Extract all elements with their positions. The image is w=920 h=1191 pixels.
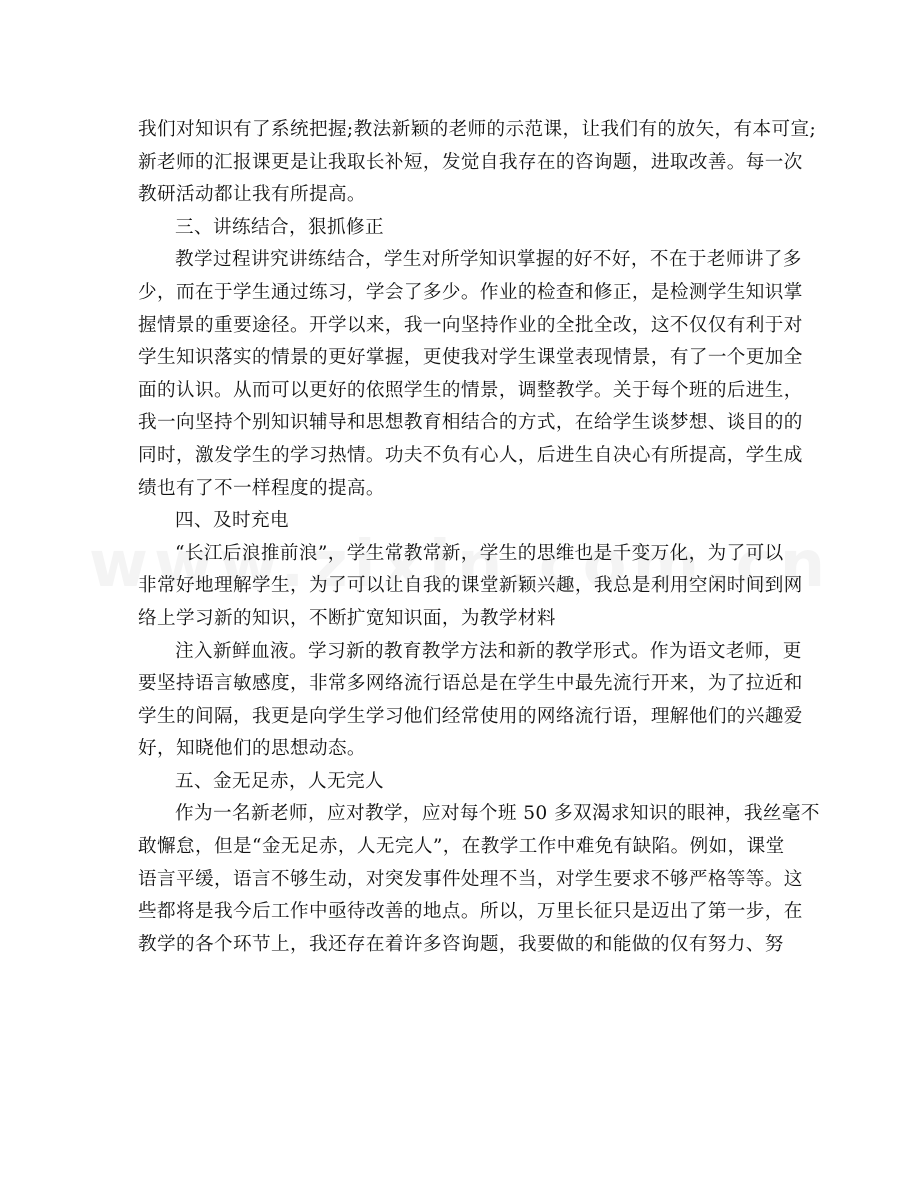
text-line: 新老师的汇报课更是让我取长补短，发觉自我存在的咨询题，进取改善。每一次 [138,151,803,173]
text-line: 要坚持语言敏感度，非常多网络流行语总是在学生中最先流行开来，为了拉近和 [138,673,803,695]
text-line: 我一向坚持个别知识辅导和思想教育相结合的方式，在给学生谈梦想、谈目的的 [138,412,803,434]
text-line: 些都将是我今后工作中亟待改善的地点。所以，万里长征只是迈出了第一步，在 [138,901,803,923]
text-line: 绩也有了不一样程度的提高。 [138,477,385,499]
text-line: 面的认识。从而可以更好的依照学生的情景，调整教学。关于每个班的后进生， [138,379,803,401]
text-line: 络上学习新的知识，不断扩宽知识面，为教学材料 [138,607,556,629]
text-line: 学生的间隔，我更是向学生学习他们经常使用的网络流行语，理解他们的兴趣爱 [138,705,803,727]
text-line: 语言平缓，语言不够生动，对突发事件处理不当，对学生要求不够严格等等。这 [138,868,803,890]
text-line: 同时，激发学生的学习热情。功夫不负有心人，后进生自决心有所提高，学生成 [138,444,803,466]
text-line: 好，知晓他们的思想动态。 [138,738,366,760]
text-line: 教研活动都让我有所提高。 [138,184,366,206]
text-line: 教学过程讲究讲练结合，学生对所学知识掌握的好不好，不在于老师讲了多 [175,249,802,271]
section-heading: 三、讲练结合，狠抓修正 [175,216,384,238]
text-line: 教学的各个环节上，我还存在着许多咨询题，我要做的和能做的仅有努力、努 [138,933,784,955]
text-line: 我们对知识有了系统把握;教法新颖的老师的示范课，让我们有的放矢，有本可宣; [138,119,817,140]
section-heading: 四、及时充电 [175,510,289,532]
section-heading: 五、金无足赤，人无完人 [175,770,384,792]
text-line: 敢懈怠，但是“金无足赤，人无完人”，在教学工作中难免有缺陷。例如，课堂 [138,836,785,858]
text-line: 学生知识落实的情景的更好掌握，更使我对学生课堂表现情景，有了一个更加全 [138,347,803,369]
text-line: “长江后浪推前浪”，学生常教常新，学生的思维也是千变万化，为了可以 [175,542,784,564]
text-line: 作为一名新老师，应对教学，应对每个班 50 多双渴求知识的眼神，我丝毫不 [175,803,820,825]
text-line: 少，而在于学生通过练习，学会了多少。作业的检查和修正，是检测学生知识掌 [138,281,803,303]
text-line: 注入新鲜血液。学习新的教育教学方法和新的教学形式。作为语文老师，更 [175,640,802,662]
document-body [138,114,820,961]
text-line: 非常好地理解学生，为了可以让自我的课堂新颖兴趣，我总是利用空闲时间到网 [138,575,803,597]
text-line: 握情景的重要途径。开学以来，我一向坚持作业的全批全改，这不仅仅有利于对 [138,314,803,336]
